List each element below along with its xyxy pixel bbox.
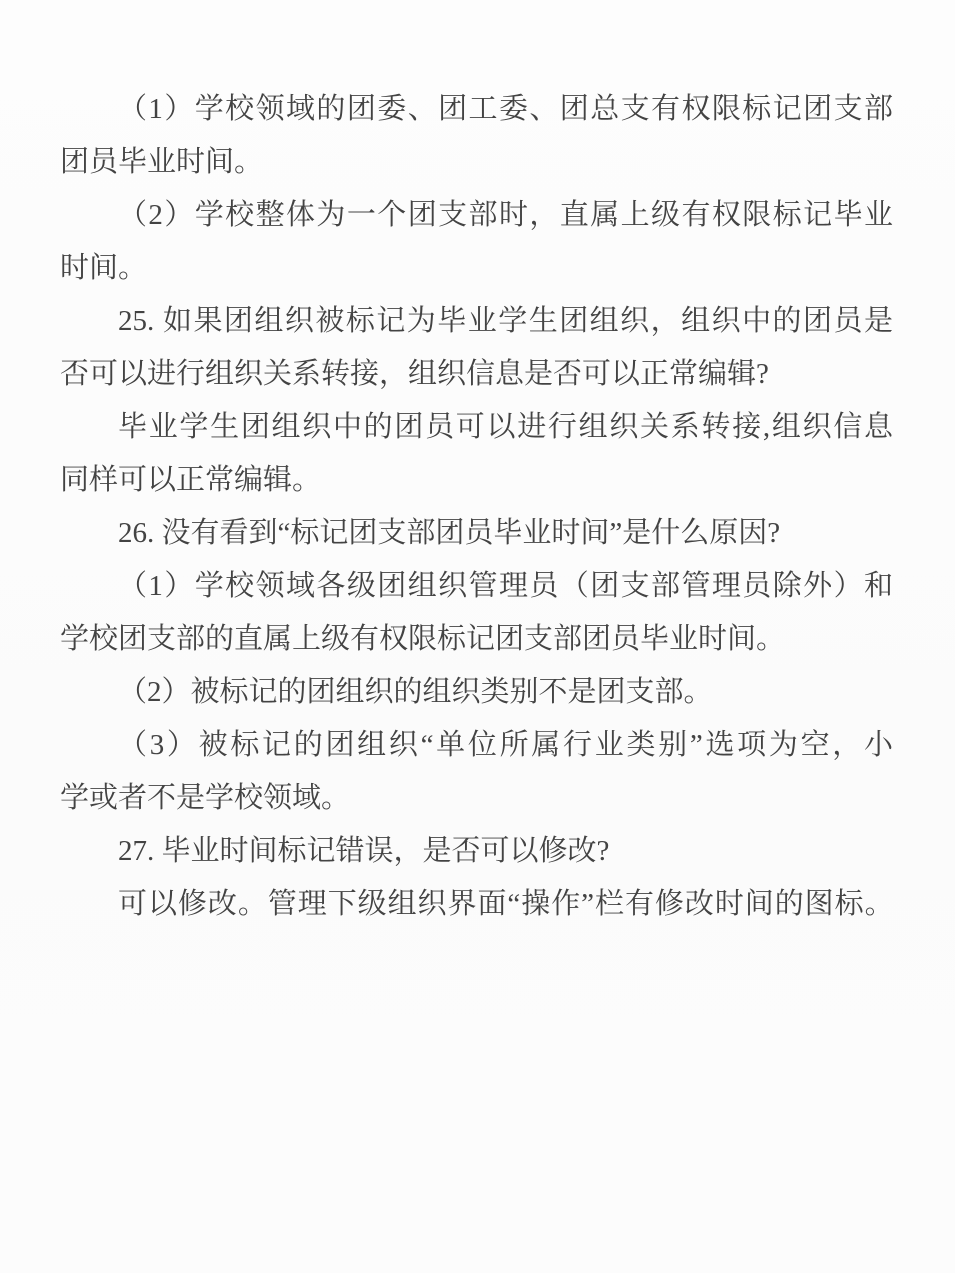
answer-25-line1: 毕业学生团组织中的团员可以进行组织关系转接,组织信息 — [118, 411, 893, 443]
answer-26-item1-line2: 学校团支部的直属上级有权限标记团支部团员毕业时间。 — [60, 623, 786, 655]
answer-27: 可以修改。管理下级组织界面“操作”栏有修改时间的图标。 — [118, 888, 893, 920]
answer-26-item3-line1: （3）被标记的团组织“单位所属行业类别”选项为空，小 — [118, 729, 893, 761]
question-26: 26. 没有看到“标记团支部团员毕业时间”是什么原因? — [118, 517, 781, 549]
answer-26-item1-line1: （1）学校领域各级团组织管理员（团支部管理员除外）和 — [118, 570, 893, 602]
answer-item2-line1: （2）学校整体为一个团支部时，直属上级有权限标记毕业 — [118, 199, 893, 231]
answer-item1-line1: （1）学校领域的团委、团工委、团总支有权限标记团支部 — [118, 93, 893, 125]
question-25-line1: 25. 如果团组织被标记为毕业学生团组织，组织中的团员是 — [118, 305, 893, 337]
answer-25-line2: 同样可以正常编辑。 — [60, 464, 322, 496]
question-27: 27. 毕业时间标记错误，是否可以修改? — [118, 835, 610, 867]
answer-item1-line2: 团员毕业时间。 — [60, 146, 264, 178]
answer-26-item2: （2）被标记的团组织的组织类别不是团支部。 — [118, 676, 713, 708]
answer-item2-line2: 时间。 — [60, 252, 148, 284]
question-25-line2: 否可以进行组织关系转接，组织信息是否可以正常编辑? — [60, 358, 769, 390]
answer-26-item3-line2: 学或者不是学校领域。 — [60, 782, 351, 814]
